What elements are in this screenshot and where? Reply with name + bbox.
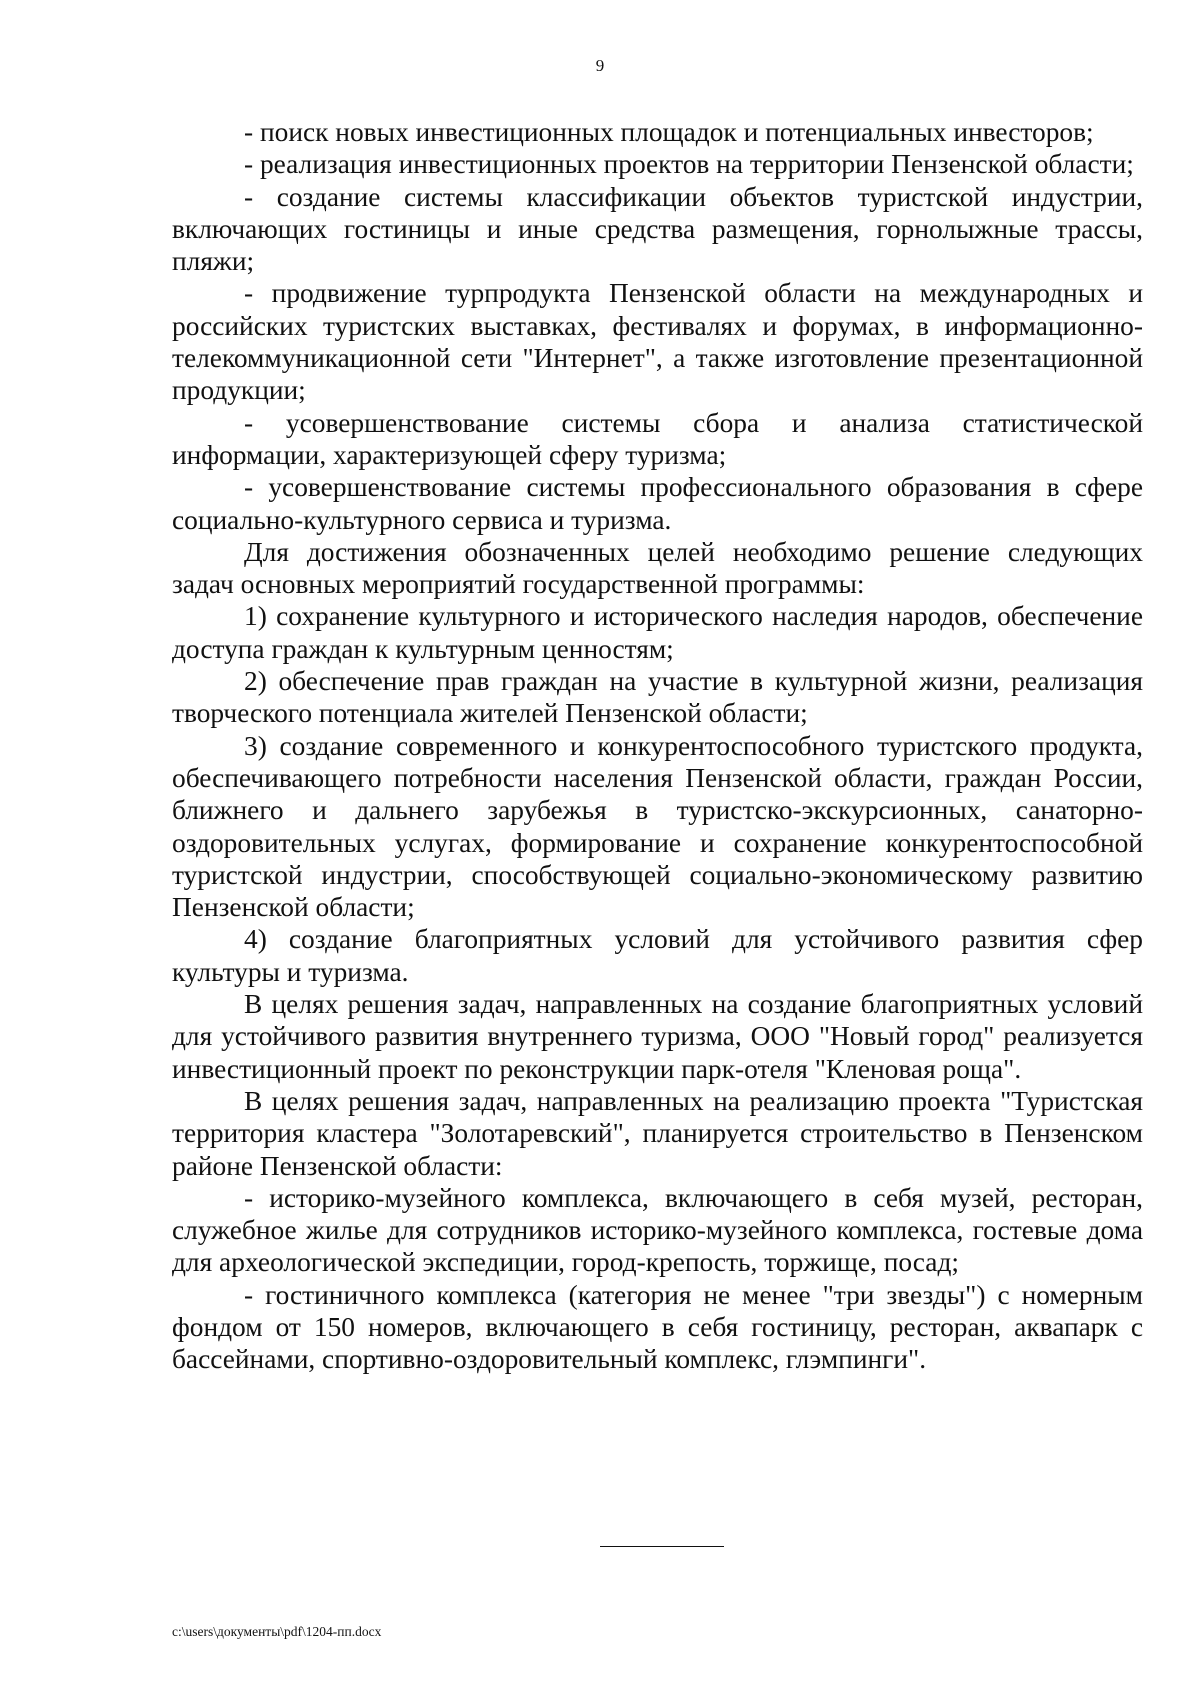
paragraph: - гостиничного комплекса (категория не менее "три звезды") с номерным фондом от 150 номеров, включающего в себя гостиницу, ресторан, аквапарк с бассейнами, спортивно-оздоровительный комплекс, глэмпинги". [172,1279,1143,1375]
paragraph: - реализация инвестиционных проектов на территории Пензенской области; [244,149,1134,180]
document-body [172,116,1143,1376]
paragraph: Для достижения обозначенных целей необходимо решение следующих задач основных мероприятий государственной программы: [172,536,1143,600]
paragraph: 3) создание современного и конкурентоспособного туристского продукта, обеспечивающего потребности населения Пензенской области, граждан России, ближнего и дальнего зарубежья в туристско-экскурсионных, санаторно-оздоровительных услугах, формирование и сохранение конкурентоспособной туристской индустрии, способствующей социально-экономическому развитию Пензенской области; [172,730,1143,923]
paragraph: - создание системы классификации объектов туристской индустрии, включающих гостиницы и иные средства размещения, горнолыжные трассы, пляжи; [172,181,1143,277]
paragraph: - усовершенствование системы профессионального образования в сфере социально-культурного сервиса и туризма. [172,472,1143,535]
paragraph: - историко-музейного комплекса, включающего в себя музей, ресторан, служебное жилье для сотрудников историко-музейного комплекса, гостевые дома для археологической экспедиции, город-крепость, торжище, посад; [172,1182,1143,1278]
page-number: 9 [595,56,605,75]
paragraph: 2) обеспечение прав граждан на участие в культурной жизни, реализация творческого потенциала жителей Пензенской области; [172,666,1143,729]
paragraph: 4) создание благоприятных условий для устойчивого развития сфер культуры и туризма. [172,924,1143,987]
paragraph: - продвижение турпродукта Пензенской области на международных и российских туристских выставках, фестивалях и форумах, в информационно-телекоммуникационной сети "Интернет", а также изготовление презентационной продукции; [172,278,1143,406]
paragraph: - поиск новых инвестиционных площадок и потенциальных инвесторов; [244,117,1094,147]
paragraph: - усовершенствование системы сбора и анализа статистической информации, характеризующей сферу туризма; [172,407,1143,470]
paragraph: В целях решения задач, направленных на реализацию проекта "Туристская территория кластера "Золотаревский", планируется строительство в Пензенском районе Пензенской области: [172,1085,1143,1181]
footer-file-path: c:\users\документы\pdf\1204-пп.docx [172,1624,382,1639]
end-separator-line [600,1546,724,1547]
paragraph: В целях решения задач, направленных на создание благоприятных условий для устойчивого развития внутреннего туризма, ООО "Новый город" реализуется инвестиционный проект по реконструкции парк-отеля "Кленовая роща". [172,989,1143,1084]
paragraph: 1) сохранение культурного и исторического наследия народов, обеспечение доступа граждан к культурным ценностям; [172,601,1143,664]
